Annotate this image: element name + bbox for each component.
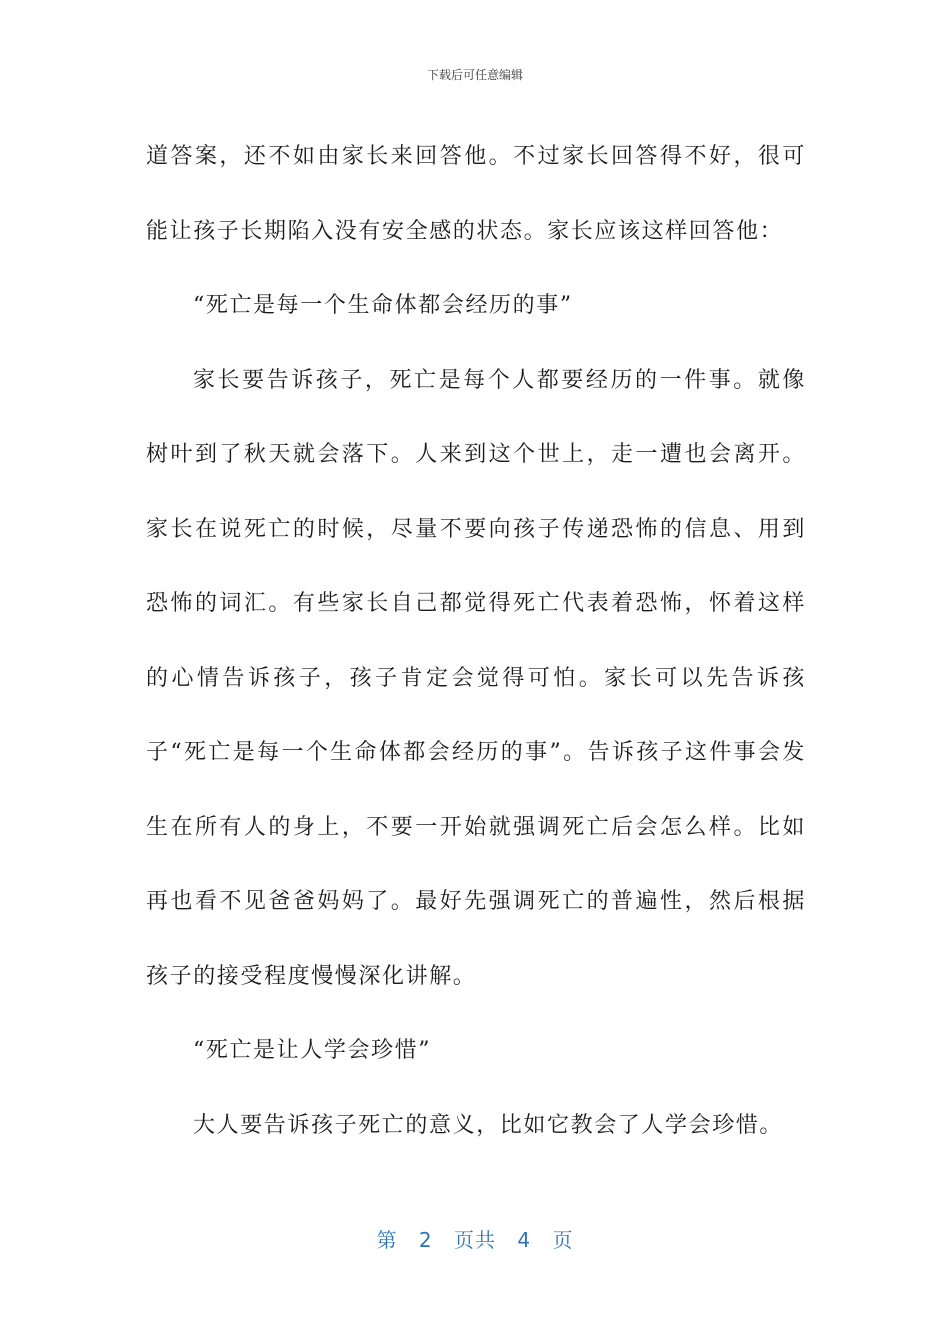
subheading-quote-2: “死亡是让人学会珍惜” [193,1038,432,1063]
paragraph-explanation: 家长要告诉孩子，死亡是每个人都要经历的一件事。就像树叶到了秋天就会落下。人来到这个世上，走一遭也会离开。家长在说死亡的时候，尽量不要向孩子传递恐怖的信息、用到恐怖的词汇。有些家长自己都觉得死亡代表着恐怖，怀着这样的心情告诉孩子，孩子肯定会觉得可怕。家长可以先告诉孩子“死亡是每一个生命体都会经历的事”。告诉孩子这件事会发生在所有人的身上，不要一开始就强调死亡后会怎么样。比如再也看不见爸爸妈妈了。最好先强调死亡的普遍性，然后根据孩子的接受程度慢慢深化讲解。 [146,367,806,989]
page-header: 下载后可任意编辑 [426,68,523,82]
total-pages-number: 4 [517,1228,532,1252]
document-body [146,120,806,1163]
page-footer [0,1224,950,1253]
page-label-mid: 页共 [454,1228,496,1252]
subheading-quote-1: “死亡是每一个生命体都会经历的事” [193,293,573,318]
page-label-suffix: 页 [552,1228,574,1252]
paragraph-meaning: 大人要告诉孩子死亡的意义，比如它教会了人学会珍惜。 [193,1112,784,1138]
paragraph-continuation: 道答案，还不如由家长来回答他。不过家长回答得不好，很可能让孩子长期陷入没有安全感的状态。家长应该这样回答他： [146,144,806,244]
current-page-number: 2 [418,1228,433,1252]
page-label-prefix: 第 [376,1228,398,1252]
